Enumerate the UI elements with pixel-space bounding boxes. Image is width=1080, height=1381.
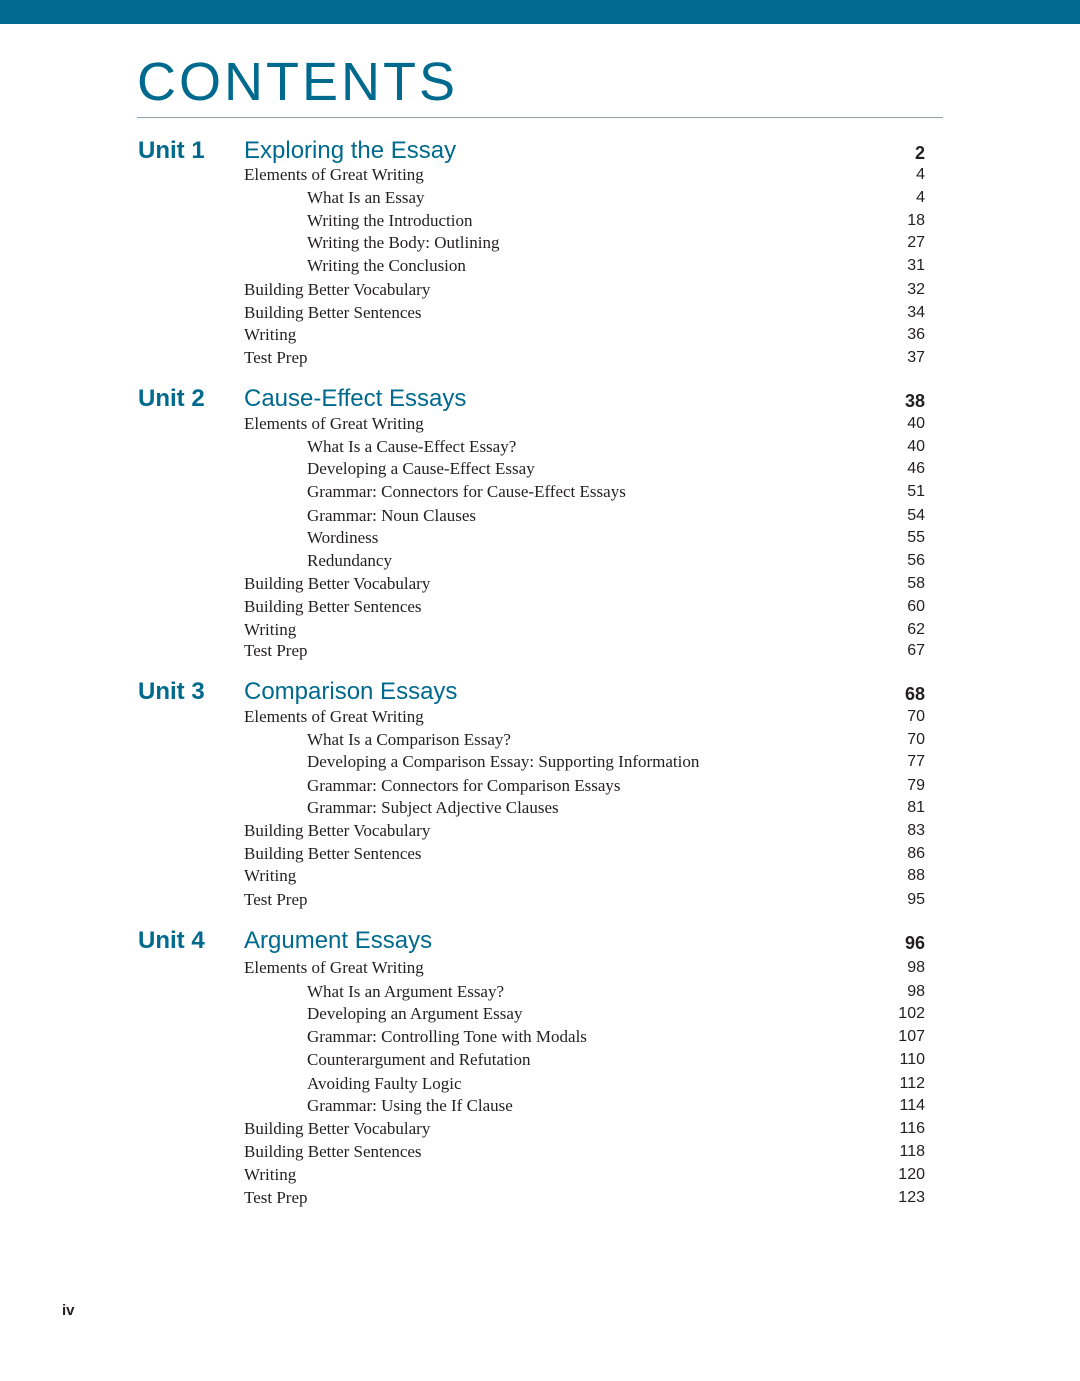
toc-subentry: What Is a Cause-Effect Essay? xyxy=(307,437,517,456)
toc-entry-page: 70 xyxy=(907,708,925,725)
toc-entry-page: 36 xyxy=(907,326,925,343)
toc-subentry: Developing an Argument Essay xyxy=(307,1004,523,1023)
toc-entry-page: 54 xyxy=(907,507,925,524)
toc-subentry: Redundancy xyxy=(307,551,392,570)
toc-subentry: Grammar: Connectors for Comparison Essays xyxy=(307,776,621,795)
toc-entry-page: 27 xyxy=(907,234,925,251)
toc-entry-page: 88 xyxy=(907,867,925,884)
toc-entry-page: 51 xyxy=(907,483,925,500)
toc-entry: Test Prep xyxy=(244,348,308,367)
toc-entry-page: 81 xyxy=(907,799,925,816)
toc-entry: Elements of Great Writing xyxy=(244,958,424,977)
toc-subentry: What Is a Comparison Essay? xyxy=(307,730,511,749)
toc-subentry: Developing a Comparison Essay: Supporting Information xyxy=(307,752,700,771)
toc-subentry: Developing a Cause-Effect Essay xyxy=(307,459,535,478)
toc-entry-page: 118 xyxy=(899,1143,925,1160)
toc-entry: Building Better Sentences xyxy=(244,844,422,863)
toc-entry-page: 40 xyxy=(907,415,925,432)
toc-subentry: What Is an Argument Essay? xyxy=(307,982,505,1001)
toc-subentry: Wordiness xyxy=(307,528,379,547)
toc-subentry: Grammar: Noun Clauses xyxy=(307,506,477,525)
toc-entry-page: 18 xyxy=(907,212,925,229)
unit-title: Argument Essays xyxy=(244,927,433,954)
toc-entry: Writing xyxy=(244,325,297,344)
toc-entry: Building Better Sentences xyxy=(244,1142,422,1161)
top-color-bar xyxy=(0,0,1080,24)
toc-entry: Building Better Sentences xyxy=(244,597,422,616)
toc-entry-page: 95 xyxy=(907,891,925,908)
toc-entry-page: 70 xyxy=(907,731,925,748)
toc-entry: Building Better Vocabulary xyxy=(244,821,431,840)
toc-entry: Building Better Sentences xyxy=(244,303,422,322)
title-divider xyxy=(137,117,943,118)
toc-subentry: Grammar: Subject Adjective Clauses xyxy=(307,798,559,817)
toc-entry: Building Better Vocabulary xyxy=(244,280,431,299)
toc-entry-page: 77 xyxy=(907,753,925,770)
toc-entry-page: 58 xyxy=(907,575,925,592)
toc-entry-page: 62 xyxy=(907,621,925,638)
toc-entry: Elements of Great Writing xyxy=(244,165,424,184)
toc-entry: Building Better Vocabulary xyxy=(244,1119,431,1138)
toc-subentry: Grammar: Connectors for Cause-Effect Essays xyxy=(307,482,626,501)
toc-entry: Writing xyxy=(244,866,297,885)
page-number: iv xyxy=(62,1302,75,1319)
toc-entry-page: 98 xyxy=(907,983,925,1000)
toc-entry-page: 114 xyxy=(899,1097,925,1114)
toc-entry-page: 32 xyxy=(907,281,925,298)
toc-entry: Writing xyxy=(244,620,297,639)
toc-entry-page: 120 xyxy=(898,1166,925,1183)
toc-subentry: What Is an Essay xyxy=(307,188,425,207)
toc-entry-page: 4 xyxy=(916,166,925,183)
toc-entry-page: 102 xyxy=(898,1005,925,1022)
toc-entry-page: 40 xyxy=(907,438,925,455)
unit-page-number: 38 xyxy=(904,391,925,411)
unit-page-number: 96 xyxy=(904,933,925,953)
unit-label: Unit 1 xyxy=(138,137,205,164)
toc-entry-page: 110 xyxy=(899,1051,925,1068)
toc-entry-page: 31 xyxy=(907,257,925,274)
toc-subentry: Writing the Body: Outlining xyxy=(307,233,500,252)
toc-entry: Test Prep xyxy=(244,641,308,660)
unit-title: Exploring the Essay xyxy=(244,137,457,164)
toc-entry-page: 34 xyxy=(907,304,925,321)
toc-entry-page: 112 xyxy=(899,1075,925,1092)
unit-page-number: 68 xyxy=(904,684,925,704)
page-title: CONTENTS xyxy=(137,52,458,112)
unit-title: Cause-Effect Essays xyxy=(244,385,467,412)
toc-entry: Writing xyxy=(244,1165,297,1184)
toc-entry-page: 55 xyxy=(907,529,925,546)
unit-label: Unit 4 xyxy=(138,927,205,954)
toc-subentry: Writing the Introduction xyxy=(307,211,473,230)
toc-entry-page: 123 xyxy=(898,1189,925,1206)
toc-entry-page: 37 xyxy=(907,349,925,366)
toc-entry: Test Prep xyxy=(244,1188,308,1207)
toc-entry-page: 56 xyxy=(907,552,925,569)
toc-entry-page: 116 xyxy=(899,1120,925,1137)
unit-label: Unit 2 xyxy=(138,385,205,412)
toc-entry-page: 67 xyxy=(907,642,925,659)
toc-entry: Test Prep xyxy=(244,890,308,909)
toc-entry-page: 86 xyxy=(907,845,925,862)
toc-entry-page: 79 xyxy=(907,777,925,794)
toc-subentry: Avoiding Faulty Logic xyxy=(307,1074,462,1093)
toc-subentry: Counterargument and Refutation xyxy=(307,1050,531,1069)
toc-entry-page: 46 xyxy=(907,460,925,477)
toc-entry: Elements of Great Writing xyxy=(244,414,424,433)
toc-entry-page: 107 xyxy=(898,1028,925,1045)
toc-entry: Elements of Great Writing xyxy=(244,707,424,726)
toc-subentry: Grammar: Controlling Tone with Modals xyxy=(307,1027,587,1046)
unit-title: Comparison Essays xyxy=(244,678,458,705)
toc-subentry: Grammar: Using the If Clause xyxy=(307,1096,513,1115)
toc-subentry: Writing the Conclusion xyxy=(307,256,466,275)
toc-entry: Building Better Vocabulary xyxy=(244,574,431,593)
toc-entry-page: 4 xyxy=(916,189,925,206)
toc-entry-page: 83 xyxy=(907,822,925,839)
toc-entry-page: 60 xyxy=(907,598,925,615)
unit-page-number: 2 xyxy=(914,143,925,163)
toc-entry-page: 98 xyxy=(907,959,925,976)
unit-label: Unit 3 xyxy=(138,678,205,705)
